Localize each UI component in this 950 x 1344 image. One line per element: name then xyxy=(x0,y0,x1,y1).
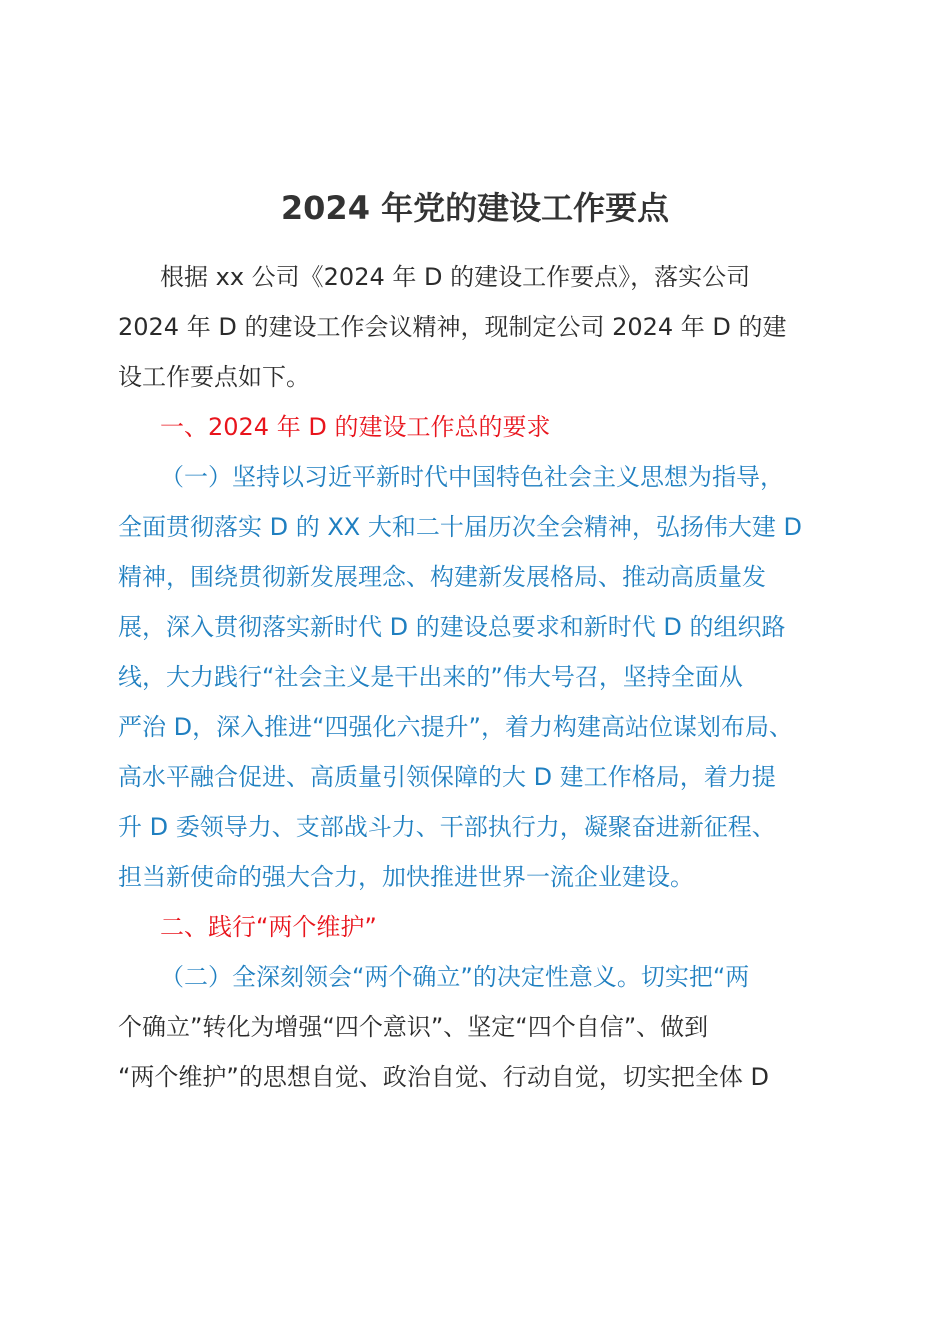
section1-line-4: 展，深入贯彻落实新时代 D 的建设总要求和新时代 D 的组织路 xyxy=(118,613,786,641)
section1-line-8: 升 D 委领导力、支部战斗力、干部执行力，凝聚奋进新征程、 xyxy=(118,813,776,841)
section1-line-2: 全面贯彻落实 D 的 XX 大和二十届历次全会精神，弘扬伟大建 D xyxy=(118,513,802,541)
intro-line-3: 设工作要点如下。 xyxy=(118,363,310,391)
section2-heading: 二、践行“两个维护” xyxy=(160,913,377,941)
intro-line-1: 根据 xx 公司《2024 年 D 的建设工作要点》，落实公司 xyxy=(160,263,751,291)
intro-line-2: 2024 年 D 的建设工作会议精神，现制定公司 2024 年 D 的建 xyxy=(118,313,787,341)
section1-line-6: 严治 D，深入推进“四强化六提升”，着力构建高站位谋划布局、 xyxy=(118,713,793,741)
section1-line-7: 高水平融合促进、高质量引领保障的大 D 建工作格局，着力提 xyxy=(118,763,776,791)
section2-line-3: “两个维护”的思想自觉、政治自觉、行动自觉，切实把全体 D xyxy=(118,1063,769,1091)
section1-line-5: 线，大力践行“社会主义是干出来的”伟大号召，坚持全面从 xyxy=(118,663,743,691)
document-title: 2024 年党的建设工作要点 xyxy=(280,189,670,227)
section2-line-2: 个确立”转化为增强“四个意识”、坚定“四个自信”、做到 xyxy=(118,1013,709,1041)
section1-line-9: 担当新使命的强大合力，加快推进世界一流企业建设。 xyxy=(118,863,694,891)
section2-line-1: （二）全深刻领会“两个确立”的决定性意义。切实把“两 xyxy=(160,963,750,991)
section1-line-1: （一）坚持以习近平新时代中国特色社会主义思想为指导， xyxy=(160,463,784,491)
section1-heading: 一、2024 年 D 的建设工作总的要求 xyxy=(160,413,551,441)
section1-line-3: 精神，围绕贯彻新发展理念、构建新发展格局、推动高质量发 xyxy=(118,563,766,591)
